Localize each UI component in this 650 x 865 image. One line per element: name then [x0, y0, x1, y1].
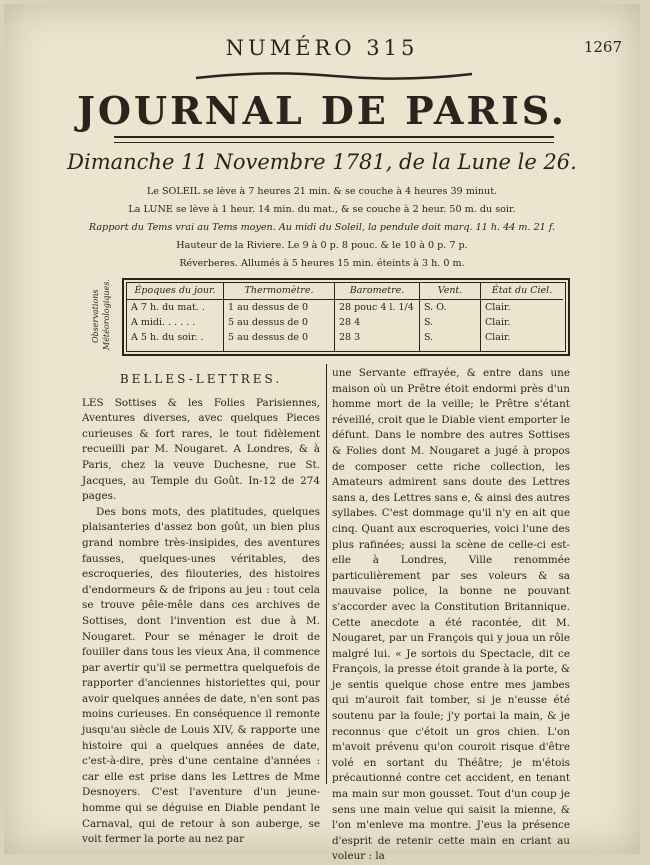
weather-cell: Clair.	[485, 317, 511, 328]
issue-date: Dimanche 11 Novembre 1781, de la Lune le 26.	[67, 150, 577, 174]
weather-cell: Clair.	[485, 302, 511, 313]
weather-cell: S. O.	[424, 302, 447, 313]
weather-col-thermometre	[224, 283, 335, 351]
weather-header: Thermomètre.	[224, 283, 334, 300]
weather-cell: 5 au dessus de 0	[228, 317, 309, 328]
weather-header: Barometre.	[335, 283, 419, 300]
issue-number: NUMÉRO 315	[225, 36, 419, 60]
article-paragraph: LES Sottises & les Folies Parisiennes, Aventures diverses, avec quelques Pieces curieuses & fort rares, le tout fidèlement recueilli par M. Nougaret. A Londres, & à Paris, chez la veuve Duchesne, rue St. Jacques, au Temple du Goût. In-12 de 274 pages.	[82, 396, 320, 503]
weather-cell: 5 au dessus de 0	[228, 332, 309, 343]
article-paragraph: une Servante effrayée, & entre dans une maison où un Prêtre étoit endormi près d'un homme mort de la veille; le Prêtre s'étant réveillé, croit que le Diable vient emporter le défunt. Dans le nombre des autres Sottises & Folies dont M. Nougaret a jugé à propos de composer cette riche collection, les Amateurs admirent sans doute des Lettres sans a, des Lettres sans e, & ainsi des autres syllabes. C'est dommage qu'il n'y en ait que cinq. Quant aux escroqueries, voici l'une des plus rafinées; aussi la scène de celle-ci est-elle à Londres, Ville renommée particulièrement par ses voleurs & sa mauvaise police, la bonne ne pouvant s'accorder avec la Constitution Britannique. Cette anecdote a été racontée, dit M. Nougaret, par un François qui y joua un rôle malgré lui. « Je sortois du Spectacle, dit ce François, la presse étoit grande à la porte, & je sentis quelque chose entre mes jambes qui m'auroit fait tomber, si je n'eusse été soutenu par la foule; j'y portai la main, & je reconnus que c'étoit un gros chien. L'on m'avoit prévenu qu'on couroit risque d'être volé en sortant du Théâtre; je m'étois précautionné contre cet accident, en tenant ma main sur mon gousset. Tout d'un coup je sens une main velue qui saisit la mienne, & l'on m'enleve ma montre. J'eus la présence d'esprit de retenir cette main en criant au voleur : la	[332, 367, 571, 863]
weather-cell: A 7 h. du mat. .	[131, 302, 205, 313]
newspaper-page	[4, 4, 640, 863]
almanac-temps: Rapport du Tems vrai au Tems moyen. Au midi du Soleil, la pendule doit marq. 11 h. 44 m. 21 f.	[88, 222, 556, 233]
almanac-riviere: Hauteur de la Riviere. Le 9 à 0 p. 8 pouc. & le 10 à 0 p. 7 p.	[176, 240, 468, 251]
page-number: 1267	[583, 38, 622, 56]
weather-cell: Clair.	[485, 332, 511, 343]
almanac-soleil: Le SOLEIL se lève à 7 heures 21 min. & se couche à 4 heures 39 minut.	[146, 186, 498, 197]
weather-header: Vent.	[420, 283, 480, 300]
almanac-lune: La LUNE se lève à 1 heur. 14 min. du mat., & se couche à 2 heur. 50 m. du soir.	[128, 204, 516, 215]
weather-cell: A 5 h. du soir. .	[131, 332, 204, 343]
weather-side-label: Observations Météorologiques.	[91, 278, 111, 350]
right-column	[332, 366, 570, 865]
weather-col-barometre	[335, 283, 420, 351]
title-rule	[114, 136, 554, 143]
column-divider	[326, 364, 327, 784]
almanac-reverberes: Réverberes. Allumés à 5 heures 15 min. éteints à 3 h. 0 m.	[179, 258, 465, 269]
newspaper-title: JOURNAL DE PARIS.	[76, 88, 568, 133]
weather-cell: 28 pouc 4 l. 1/4	[339, 302, 414, 313]
weather-cell: S.	[424, 317, 434, 328]
weather-table	[122, 278, 570, 356]
article-paragraph: Des bons mots, des platitudes, quelques plaisanteries d'assez bon goût, un bien plus grand nombre très-insipides, des aventures fausses, quelques-unes véritables, des escroqueries, des filouteries, des histoires d'endormeurs & de fripons au jeu : tout cela se trouve pêle-mêle dans ces archives de Sottises, dont l'invention est due à M. Nougaret. Pour se ménager le droit de fouiller dans tous les vieux Ana, il commence par avertir qu'il se permettra quelquefois de rapporter d'anciennes historiettes qui, pour avoir quelques années de date, n'en sont pas moins curieuses. En conséquence il remonte jusqu'au siècle de Louis XIV, & rapporte une histoire qui a quelques années de date, c'est-à-dire, près d'une centaine d'années : car elle est prise dans les Lettres de Mme Desnoyers. C'est l'aventure d'un jeune-homme qui se déguise en Diable pendant le Carnaval, qui de retour à son auberge, se voit fermer la porte au nez par	[82, 505, 320, 846]
weather-cell: 28 4	[339, 317, 361, 328]
weather-cell: S.	[424, 332, 434, 343]
ornament-rule	[194, 70, 474, 82]
weather-cell: A midi. . . . . .	[131, 317, 196, 328]
section-title: BELLES-LETTRES.	[119, 372, 283, 386]
weather-header: Époques du jour.	[127, 283, 223, 300]
weather-cell: 28 3	[339, 332, 361, 343]
weather-col-vent	[420, 283, 481, 351]
weather-col-ciel	[481, 283, 563, 351]
weather-col-epoque	[127, 283, 224, 351]
weather-header: État du Ciel.	[481, 283, 563, 300]
left-column	[82, 366, 320, 848]
weather-cell: 1 au dessus de 0	[228, 302, 309, 313]
